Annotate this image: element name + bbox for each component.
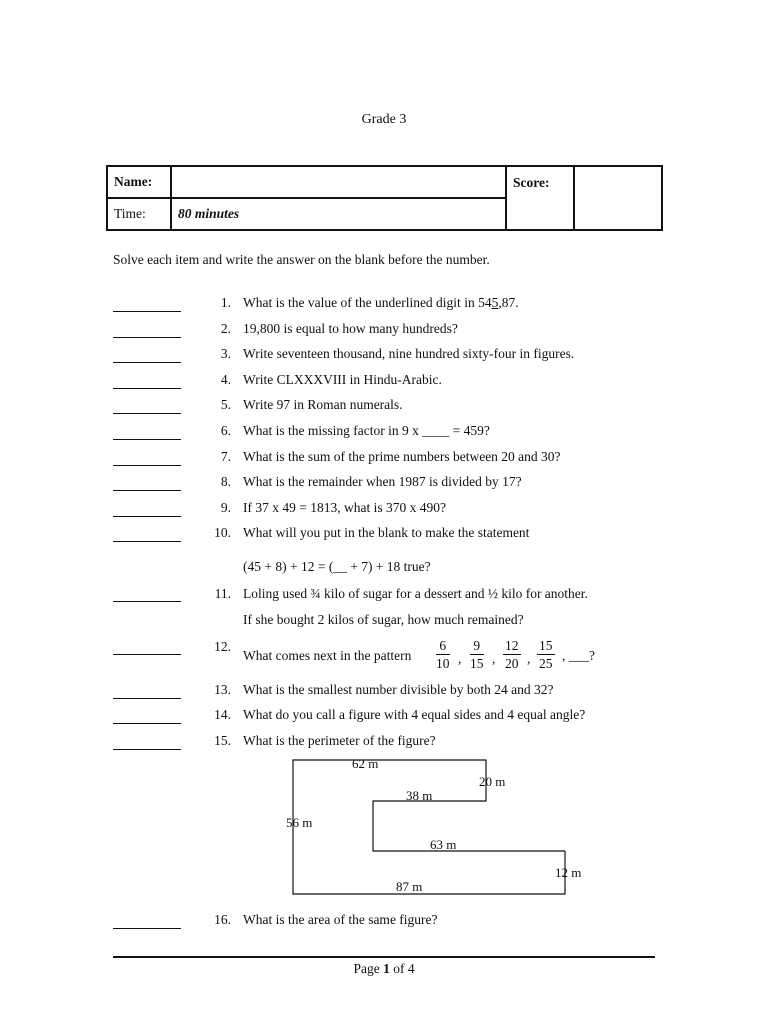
- page-title: Grade 3: [361, 112, 407, 127]
- fraction-4-numerator: 15: [539, 638, 553, 653]
- fraction-1-denominator: 10: [436, 656, 450, 671]
- footer-page-number: 1: [383, 961, 390, 976]
- pattern-comma-2: ,: [492, 651, 496, 666]
- question-text-15: What is the perimeter of the figure?: [243, 733, 436, 748]
- fraction-1-numerator: 6: [436, 638, 450, 655]
- figure-outline: [293, 760, 565, 894]
- dimension-label-left: 56 m: [286, 815, 313, 830]
- fraction-3-denominator: 20: [505, 656, 519, 671]
- dimension-label-bottom: 87 m: [396, 879, 423, 894]
- dimension-label-right-lower: 12 m: [555, 865, 582, 880]
- dimension-label-inner-top: 38 m: [406, 788, 433, 803]
- question-number-16: 16.: [214, 912, 231, 927]
- question-text-8: What is the remainder when 1987 is divided by 17?: [243, 474, 522, 489]
- question-text-16: What is the area of the same figure?: [243, 912, 438, 927]
- question-number-1: 1.: [220, 295, 231, 310]
- dimension-label-top: 62 m: [352, 756, 379, 771]
- fraction-4-denominator: 25: [539, 656, 553, 671]
- question-text-6: What is the missing factor in 9 x ____ = 459?: [243, 423, 490, 438]
- question-text-5: Write 97 in Roman numerals.: [243, 397, 403, 412]
- time-label: Time:: [107, 198, 171, 230]
- question-text-4: Write CLXXXVIII in Hindu-Arabic.: [243, 372, 442, 387]
- question-number-14: 14.: [214, 707, 231, 722]
- question-number-4: 4.: [220, 372, 231, 387]
- question-text-13: What is the smallest number divisible by both 24 and 32?: [243, 682, 554, 697]
- question-number-11: 11.: [214, 586, 231, 601]
- question-number-9: 9.: [220, 500, 231, 515]
- fraction-2-denominator: 15: [470, 656, 484, 671]
- pattern-comma-3: ,: [527, 651, 531, 666]
- question-number-3: 3.: [220, 346, 231, 361]
- question-text-14: What do you call a figure with 4 equal sides and 4 equal angle?: [243, 707, 586, 722]
- thousands-separator: ,: [498, 295, 502, 310]
- question-text-3: Write seventeen thousand, nine hundred sixty-four in figures.: [243, 346, 575, 361]
- footer-page-total: 4: [407, 961, 415, 976]
- underlined-digit: 5: [491, 295, 499, 310]
- fraction-3-numerator: 12: [505, 638, 519, 653]
- question-number-6: 6.: [220, 423, 231, 438]
- score-label: Score:: [506, 166, 574, 230]
- question-text-2: 19,800 is equal to how many hundreds?: [243, 321, 458, 336]
- fraction-2-numerator: 9: [470, 638, 484, 655]
- footer-rule: [113, 956, 655, 958]
- question-number-2: 2.: [220, 321, 231, 336]
- answer-blank-16[interactable]: [113, 928, 181, 929]
- time-value: 80 minutes: [171, 198, 506, 230]
- question-text-10: What will you put in the blank to make the statement: [243, 525, 530, 540]
- question-text-11: Loling used ¾ kilo of sugar for a dessert and ½ kilo for another.: [243, 586, 588, 601]
- question-number-12: 12.: [214, 639, 231, 654]
- question-text-11-line2: If she bought 2 kilos of sugar, how much remained?: [243, 612, 524, 627]
- question-number-8: 8.: [220, 474, 231, 489]
- question-text-7: What is the sum of the prime numbers between 20 and 30?: [243, 449, 561, 464]
- question-text-12: What comes next in the pattern: [243, 648, 412, 663]
- question-text-9: If 37 x 49 = 1813, what is 370 x 490?: [243, 500, 446, 515]
- name-label: Name:: [107, 166, 171, 198]
- question-text-10-equation: (45 + 8) + 12 = (__ + 7) + 18 true?: [243, 559, 431, 574]
- question-number-5: 5.: [220, 397, 231, 412]
- question-1-text-end: 87.: [501, 295, 519, 310]
- footer-page-prefix: Page: [353, 961, 380, 976]
- footer-of: of: [393, 961, 405, 976]
- dimension-label-inner-bottom: 63 m: [430, 837, 457, 852]
- question-number-7: 7.: [220, 449, 231, 464]
- dimension-label-right-upper: 20 m: [479, 774, 506, 789]
- question-number-10: 10.: [214, 525, 231, 540]
- question-number-13: 13.: [214, 682, 231, 697]
- instructions: Solve each item and write the answer on the blank before the number.: [113, 252, 490, 267]
- pattern-comma-1: ,: [458, 651, 462, 666]
- pattern-answer-blank: , ___?: [562, 648, 595, 663]
- page-footer: [0, 961, 768, 977]
- question-1-text-start: What is the value of the underlined digit in 54: [243, 295, 492, 310]
- question-number-15: 15.: [214, 733, 231, 748]
